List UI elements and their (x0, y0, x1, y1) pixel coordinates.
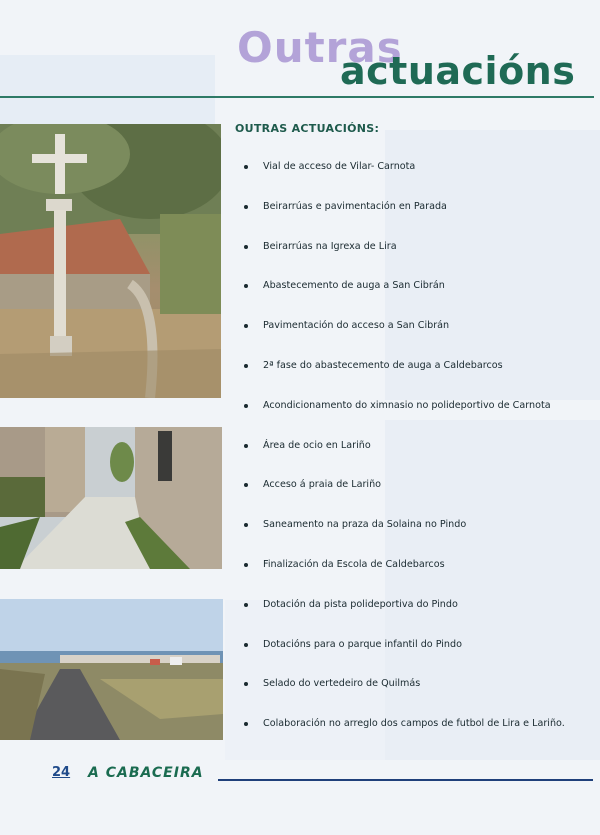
list-item-text: Acceso á praia de Lariño (263, 479, 382, 491)
page-title-outras: Outras (237, 23, 403, 72)
bullet-icon (244, 205, 248, 209)
bullet-icon (244, 563, 248, 567)
bullet-icon (244, 523, 248, 527)
list-item-text: Abastecemento de auga a San Cibrán (263, 280, 445, 292)
bullet-icon (244, 483, 248, 487)
list-item (244, 593, 565, 633)
list-item-text: Beirarrúas e pavimentación en Parada (263, 200, 447, 212)
list-item-text: Vial de acceso de Vilar- Carnota (263, 161, 416, 172)
bullet-icon (244, 245, 248, 249)
list-item-text: Pavimentación do acceso a San Cibrán (263, 320, 450, 332)
list-item-text: Dotación da pista polideportiva do Pindo (263, 598, 458, 610)
photo-village-path (0, 427, 222, 569)
list-item (244, 314, 565, 354)
photo-stone-cross (0, 124, 221, 398)
list-item (244, 712, 565, 752)
page-title-actuacions: actuacións (340, 49, 576, 93)
bullet-icon (244, 404, 248, 408)
bullet-icon (244, 444, 248, 448)
list-item (244, 235, 565, 275)
magazine-logo: A CABACEIRA (88, 765, 204, 781)
list-item (244, 473, 565, 513)
list-item (244, 553, 565, 593)
page-number: 24 (52, 765, 71, 780)
list-item (244, 672, 565, 712)
list-heading: OUTRAS ACTUACIÓNS: (235, 122, 380, 135)
list-item-text: Área de ocio en Lariño (263, 439, 371, 451)
list-item (244, 394, 565, 434)
bullet-icon (244, 643, 248, 647)
bullet-icon (244, 603, 248, 607)
list-item-text: Saneamento na praza da Solaina no Pindo (263, 519, 467, 531)
bullet-icon (244, 722, 248, 726)
list-item-text: Beirarrúas na Igrexa de Lira (263, 240, 397, 252)
bullet-icon (244, 284, 248, 288)
list-item-text: Finalización da Escola de Caldebarcos (263, 558, 445, 570)
list-item (244, 633, 565, 673)
list-item (244, 513, 565, 553)
list-item (244, 155, 565, 195)
bullet-icon (244, 682, 248, 686)
background-panel (0, 55, 215, 125)
bullet-icon (244, 324, 248, 328)
list-item-text: Selado do vertedeiro de Quilmás (263, 678, 421, 690)
village-path-illustration (0, 427, 222, 569)
bullet-icon (244, 364, 248, 368)
list-item-text: Colaboración no arreglo dos campos de futbol de Lira e Lariño. (263, 718, 565, 730)
bullet-icon (244, 165, 248, 169)
actions-list (244, 155, 565, 752)
coastal-road-illustration (0, 599, 223, 740)
footer-divider (218, 779, 593, 781)
photo-coastal-road (0, 599, 223, 740)
stone-cross-illustration (0, 124, 221, 398)
list-item-text: Dotacións para o parque infantil do Pindo (263, 638, 462, 650)
header-divider (0, 96, 594, 98)
list-item (244, 434, 565, 474)
list-item-text: Acondicionamento do ximnasio no polideportivo de Carnota (263, 399, 551, 411)
list-item (244, 274, 565, 314)
list-item (244, 354, 565, 394)
list-item-text: 2ª fase do abastecemento de auga a Caldebarcos (263, 359, 503, 371)
list-item (244, 195, 565, 235)
